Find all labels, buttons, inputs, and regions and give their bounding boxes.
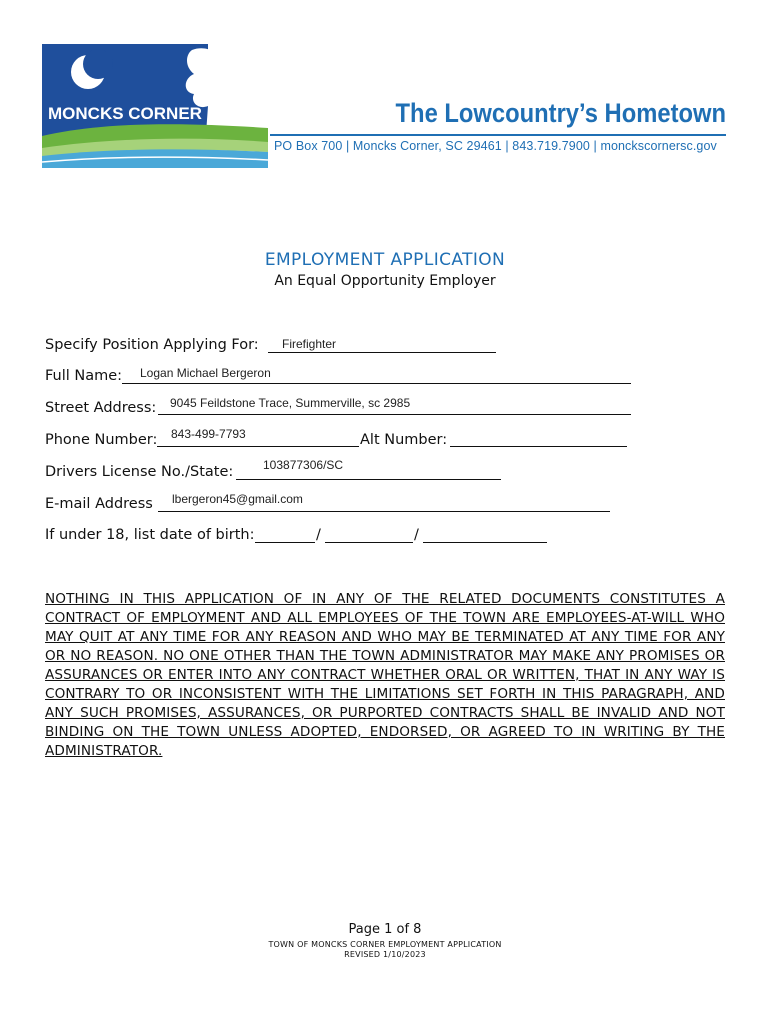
logo-text: MONCKS CORNER	[48, 104, 202, 123]
dob-month-field[interactable]	[255, 528, 315, 543]
full-name-label: Full Name:	[45, 368, 123, 384]
dob-separator-2: /	[414, 527, 419, 543]
form-subtitle: An Equal Opportunity Employer	[274, 273, 496, 289]
drivers-license-value: 103877306/SC	[263, 458, 344, 472]
footer-revised: REVISED 1/10/2023	[344, 950, 426, 959]
dob-day-field[interactable]	[325, 528, 413, 543]
dob-year-field[interactable]	[423, 528, 547, 543]
dob-label: If under 18, list date of birth:	[45, 527, 255, 543]
street-address-value: 9045 Feildstone Trace, Summerville, sc 2985	[170, 396, 411, 410]
form-title: EMPLOYMENT APPLICATION	[264, 250, 506, 270]
position-label: Specify Position Applying For:	[45, 337, 259, 353]
alt-number-label: Alt Number:	[360, 432, 448, 448]
street-address-label: Street Address:	[45, 400, 157, 416]
phone-label: Phone Number:	[45, 432, 158, 448]
phone-value: 843-499-7793	[171, 427, 246, 441]
town-tagline: The Lowcountry’s Hometown	[395, 98, 726, 128]
position-value: Firefighter	[282, 337, 337, 351]
header-divider	[270, 134, 726, 136]
drivers-license-label: Drivers License No./State:	[45, 464, 234, 480]
contact-info: PO Box 700 | Moncks Corner, SC 29461 | 843.719.7900 | monckscornersc.gov	[274, 139, 717, 153]
alt-number-field[interactable]	[450, 432, 627, 447]
email-label: E-mail Address	[45, 496, 153, 512]
at-will-disclaimer: NOTHING IN THIS APPLICATION OF IN ANY OF THE RELATED DOCUMENTS CONSTITUTES A CONTRACT OF EMPLOYMENT AND ALL EMPLOYEES OF THE TOWN ARE EMPLOYEES-AT-WILL WHO MAY QUIT AT ANY TIME FOR ANY REASON AND WHO MAY BE TERMINATED AT ANY TIME FOR ANY OR NO REASON. NO ONE OTHER THAN THE TOWN ADMINISTRATOR MAY MAKE ANY PROMISES OR ASSURANCES OR ENTER INTO ANY CONTRACT WHETHER ORAL OR WRITTEN, THAT IN ANY WAY IS CONTRARY TO OR INCONSISTENT WITH THE LIMITATIONS SET FORTH IN THIS PARAGRAPH, AND ANY SUCH PROMISES, ASSURANCES, OR PURPORTED CONTRACTS SHALL BE INVALID AND NOT BINDING ON THE TOWN UNLESS ADOPTED, ENDORSED, OR AGREED TO IN WRITING BY THE ADMINISTRATOR.	[45, 591, 725, 759]
footer-doc-name: TOWN OF MONCKS CORNER EMPLOYMENT APPLICATION	[268, 940, 502, 949]
dob-separator-1: /	[316, 527, 321, 543]
page-number: Page 1 of 8	[348, 922, 422, 937]
full-name-value: Logan Michael Bergeron	[140, 366, 271, 380]
email-value: lbergeron45@gmail.com	[172, 492, 303, 506]
